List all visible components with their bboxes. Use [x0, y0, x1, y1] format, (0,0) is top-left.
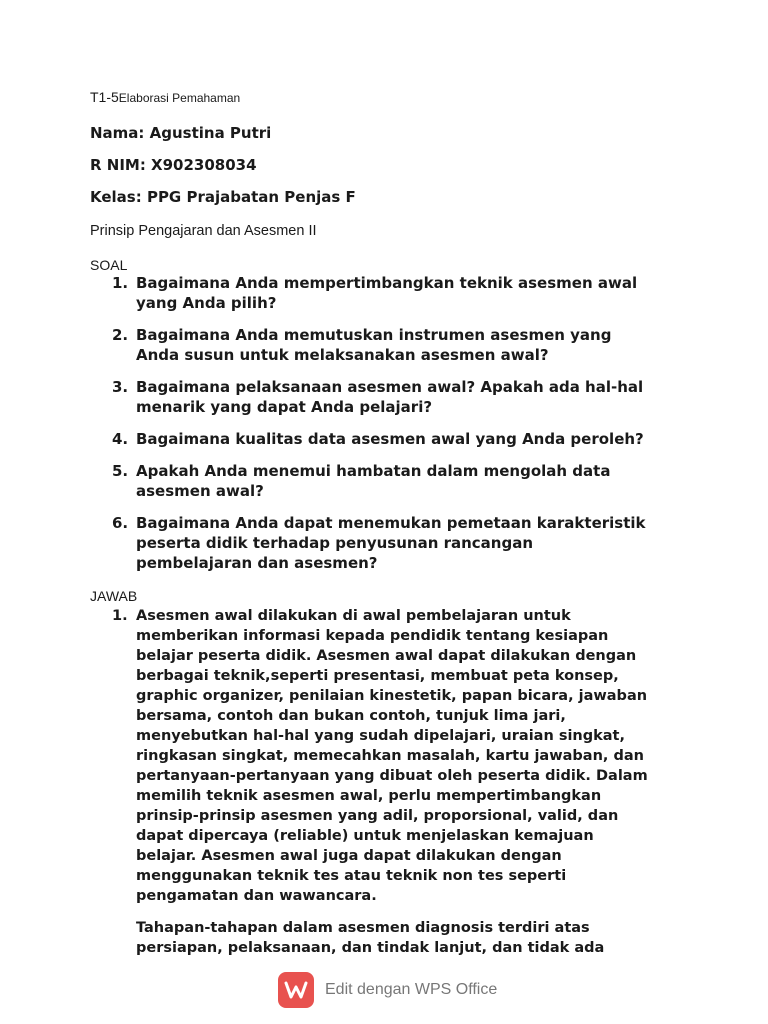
wps-edit-label: Edit dengan WPS Office: [325, 981, 498, 998]
student-name: Nama: Agustina Putri: [90, 124, 272, 142]
soal-item-number: 2.: [112, 326, 129, 344]
soal-item-number: 4.: [112, 430, 129, 448]
soal-item-text: Bagaimana Anda memutuskan instrumen asesmen yang Anda susun untuk melaksanakan asesmen awal?: [136, 326, 612, 364]
soal-item-text: Bagaimana kualitas data asesmen awal yang Anda peroleh?: [136, 430, 644, 448]
document-code: T1-5: [90, 89, 119, 105]
jawab-item-text: Asesmen awal dilakukan di awal pembelajaran untuk memberikan informasi kepada pendidik tentang kesiapan belajar peserta didik. Asesmen awal dapat dilakukan dengan berbagai teknik,seperti presentasi, membuat peta konsep, graphic organizer, penilaian kinestetik, papan bicara, jawaban bersama, contoh dan bukan contoh, tunjuk lima jari, menyebutkan hal-hal yang sudah dipelajari, uraian singkat, ringkasan singkat, memecahkan masalah, kartu jawaban, dan pertanyaan-pertanyaan yang dibuat oleh peserta didik. Dalam memilih teknik asesmen awal, perlu mempertimbangkan prinsip-prinsip asesmen yang adil, proporsional, valid, dan dapat dipercaya (reliable) untuk menjelaskan kemajuan belajar. Asesmen awal juga dapat dilakukan dengan menggunakan teknik tes atau teknik non tes seperti pengamatan dan wawancara.: [136, 608, 648, 904]
soal-list: [112, 273, 652, 585]
soal-item: [112, 273, 652, 313]
jawab-heading: JAWAB: [90, 588, 138, 604]
wps-edit-watermark[interactable]: [278, 972, 497, 1008]
jawab-list: [112, 606, 652, 906]
soal-heading: SOAL: [90, 257, 128, 273]
soal-item: [112, 377, 652, 417]
soal-item-text: Bagaimana Anda mempertimbangkan teknik asesmen awal yang Anda pilih?: [136, 274, 638, 312]
jawab-paragraph-2: Tahapan-tahapan dalam asesmen diagnosis terdiri atas persiapan, pelaksanaan, dan tindak lanjut, dan tidak ada: [136, 920, 605, 956]
document-code-header: [90, 89, 240, 106]
student-class: Kelas: PPG Prajabatan Penjas F: [90, 188, 356, 206]
jawab-item: [112, 606, 652, 906]
soal-item-text: Apakah Anda menemui hambatan dalam mengolah data asesmen awal?: [136, 462, 611, 500]
soal-item: [112, 461, 652, 501]
document-subtitle: Elaborasi Pemahaman: [118, 91, 241, 105]
soal-item: [112, 513, 652, 573]
soal-item-number: 1.: [112, 274, 129, 292]
soal-item: [112, 325, 652, 365]
student-nim: R NIM: X902308034: [90, 156, 257, 174]
soal-item-number: 5.: [112, 462, 129, 480]
soal-item-number: 3.: [112, 378, 129, 396]
course-title: Prinsip Pengajaran dan Asesmen II: [90, 223, 317, 239]
soal-item-text: Bagaimana pelaksanaan asesmen awal? Apakah ada hal-hal menarik yang dapat Anda pelajari?: [136, 378, 644, 416]
wps-logo-icon: [278, 972, 314, 1008]
jawab-item-number: 1.: [112, 608, 128, 624]
soal-item: [112, 429, 652, 449]
soal-item-number: 6.: [112, 514, 129, 532]
soal-item-text: Bagaimana Anda dapat menemukan pemetaan karakteristik peserta didik terhadap penyusunan rancangan pembelajaran dan asesmen?: [136, 514, 646, 572]
